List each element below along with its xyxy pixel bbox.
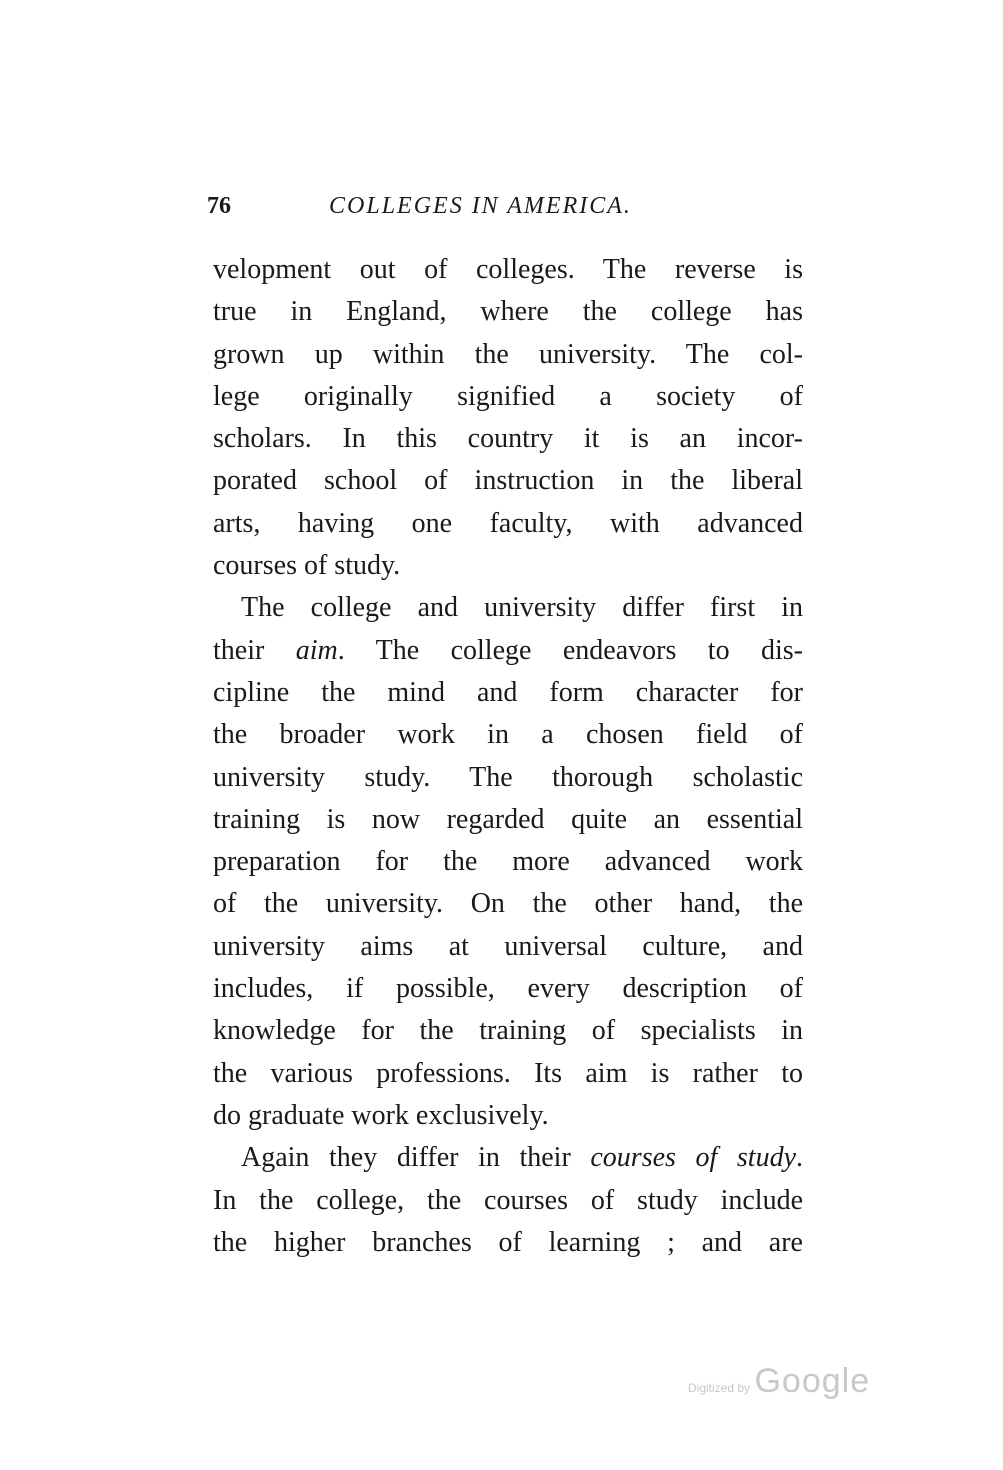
text-line bbox=[213, 1137, 803, 1179]
page-body-text bbox=[213, 249, 803, 1264]
text-line bbox=[213, 672, 803, 714]
text-segment: Again they differ in their bbox=[241, 1142, 591, 1174]
text-segment: true in England, where the college has bbox=[213, 296, 803, 328]
text-line bbox=[213, 418, 803, 460]
text-line bbox=[213, 757, 803, 799]
running-header bbox=[207, 193, 707, 227]
text-segment: lege originally signified a society of bbox=[213, 380, 803, 412]
watermark-prefix: Digitized by bbox=[688, 1380, 751, 1395]
text-segment: scholars. In this country it is an incor- bbox=[213, 423, 803, 455]
text-line bbox=[213, 1010, 803, 1052]
text-segment: includes, if possible, every description of bbox=[213, 973, 803, 1005]
text-line bbox=[213, 249, 803, 291]
page-number: 76 bbox=[207, 193, 231, 219]
text-segment: arts, having one faculty, with advanced bbox=[213, 507, 803, 539]
text-segment: their bbox=[213, 634, 296, 666]
text-segment: cipline the mind and form character for bbox=[213, 676, 803, 708]
text-line bbox=[213, 1053, 803, 1095]
text-segment: do graduate work exclusively. bbox=[213, 1099, 549, 1131]
text-line bbox=[213, 334, 803, 376]
text-line bbox=[213, 503, 803, 545]
text-segment: knowledge for the training of specialists in bbox=[213, 1015, 803, 1047]
text-line bbox=[213, 1222, 803, 1264]
text-line bbox=[213, 630, 803, 672]
text-segment: the broader work in a chosen field of bbox=[213, 719, 803, 751]
text-line bbox=[213, 291, 803, 333]
text-segment: porated school of instruction in the liberal bbox=[213, 465, 803, 497]
text-segment: . The college endeavors to dis- bbox=[337, 634, 803, 666]
text-segment: university aims at universal culture, and bbox=[213, 930, 803, 962]
text-line bbox=[213, 376, 803, 418]
text-line bbox=[213, 926, 803, 968]
text-segment: velopment out of colleges. The reverse is bbox=[213, 254, 803, 285]
text-segment: courses of study. bbox=[213, 550, 401, 582]
text-segment: university study. The thorough scholastic bbox=[213, 761, 803, 793]
google-watermark bbox=[688, 1362, 870, 1401]
watermark-brand: Google bbox=[754, 1362, 871, 1400]
text-line bbox=[213, 1180, 803, 1222]
text-line bbox=[213, 841, 803, 883]
text-segment: of the university. On the other hand, the bbox=[213, 888, 803, 920]
text-segment: The college and university differ first in bbox=[241, 592, 803, 624]
text-line bbox=[213, 587, 803, 629]
italic-text: courses of study bbox=[590, 1142, 796, 1174]
text-segment: the various professions. Its aim is rather to bbox=[213, 1057, 803, 1089]
text-line bbox=[213, 714, 803, 756]
text-line bbox=[213, 883, 803, 925]
text-segment: In the college, the courses of study include bbox=[213, 1184, 803, 1216]
italic-text: aim bbox=[295, 634, 338, 666]
text-segment: training is now regarded quite an essential bbox=[213, 803, 803, 835]
text-line bbox=[213, 1095, 803, 1137]
text-line bbox=[213, 545, 803, 587]
text-segment: grown up within the university. The col- bbox=[213, 338, 803, 370]
text-segment: the higher branches of learning ; and are bbox=[213, 1226, 803, 1258]
text-line bbox=[213, 799, 803, 841]
text-segment: preparation for the more advanced work bbox=[213, 846, 803, 878]
text-line bbox=[213, 460, 803, 502]
running-title: COLLEGES IN AMERICA. bbox=[329, 193, 632, 219]
text-line bbox=[213, 968, 803, 1010]
text-segment: . bbox=[796, 1142, 803, 1174]
